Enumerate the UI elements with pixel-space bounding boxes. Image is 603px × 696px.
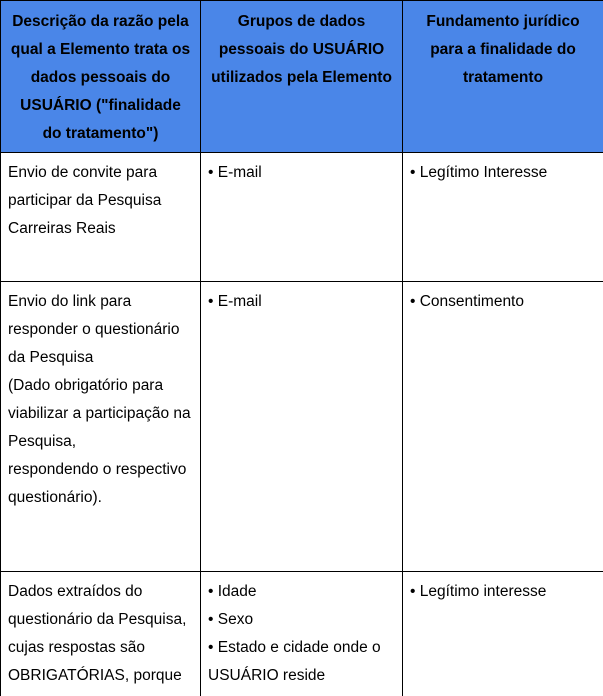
bullet-item: • Legítimo interesse <box>410 578 595 606</box>
bullet-item: • E-mail <box>208 159 394 187</box>
cell-finalidade <box>1 153 201 282</box>
bullet-item: • Idade <box>208 578 394 606</box>
table-header-row <box>1 1 603 153</box>
finalidade-text: Dados extraídos do questionário da Pesquisa, cujas respostas são OBRIGATÓRIAS, porque <box>8 583 187 684</box>
cell-fundamento <box>403 153 603 282</box>
cell-dados-pessoais <box>201 572 403 696</box>
bullet-item: • Legítimo Interesse <box>410 159 595 187</box>
finalidade-text: respondendo o respectivo questionário). <box>8 461 187 506</box>
header-cell-finalidade: Descrição da razão pela qual a Elemento trata os dados pessoais do USUÁRIO ("finalidade do tratamento") <box>1 1 201 153</box>
table-row-dados-extraidos <box>1 572 603 696</box>
table-row-link-questionario <box>1 282 603 572</box>
header-cell-fundamento-juridico: Fundamento jurídico para a finalidade do tratamento <box>403 1 603 153</box>
finalidade-text: Envio de convite para participar da Pesquisa Carreiras Reais <box>8 164 162 237</box>
cell-finalidade <box>1 282 201 572</box>
finalidade-text: (Dado obrigatório para viabilizar a participação na Pesquisa, <box>8 377 191 450</box>
bullet-item: • E-mail <box>208 288 394 316</box>
bullet-item: • Consentimento <box>410 288 595 316</box>
bullet-item: • Estado e cidade onde o USUÁRIO reside <box>208 634 394 690</box>
cell-finalidade <box>1 572 201 696</box>
table-row-convite <box>1 153 603 282</box>
header-cell-grupos-de-dados: Grupos de dados pessoais do USUÁRIO utilizados pela Elemento <box>201 1 403 153</box>
bullet-item: • Sexo <box>208 606 394 634</box>
cell-dados-pessoais <box>201 282 403 572</box>
cell-fundamento <box>403 282 603 572</box>
finalidade-text: Envio do link para responder o questionário da Pesquisa <box>8 293 180 366</box>
cell-fundamento <box>403 572 603 696</box>
cell-dados-pessoais <box>201 153 403 282</box>
